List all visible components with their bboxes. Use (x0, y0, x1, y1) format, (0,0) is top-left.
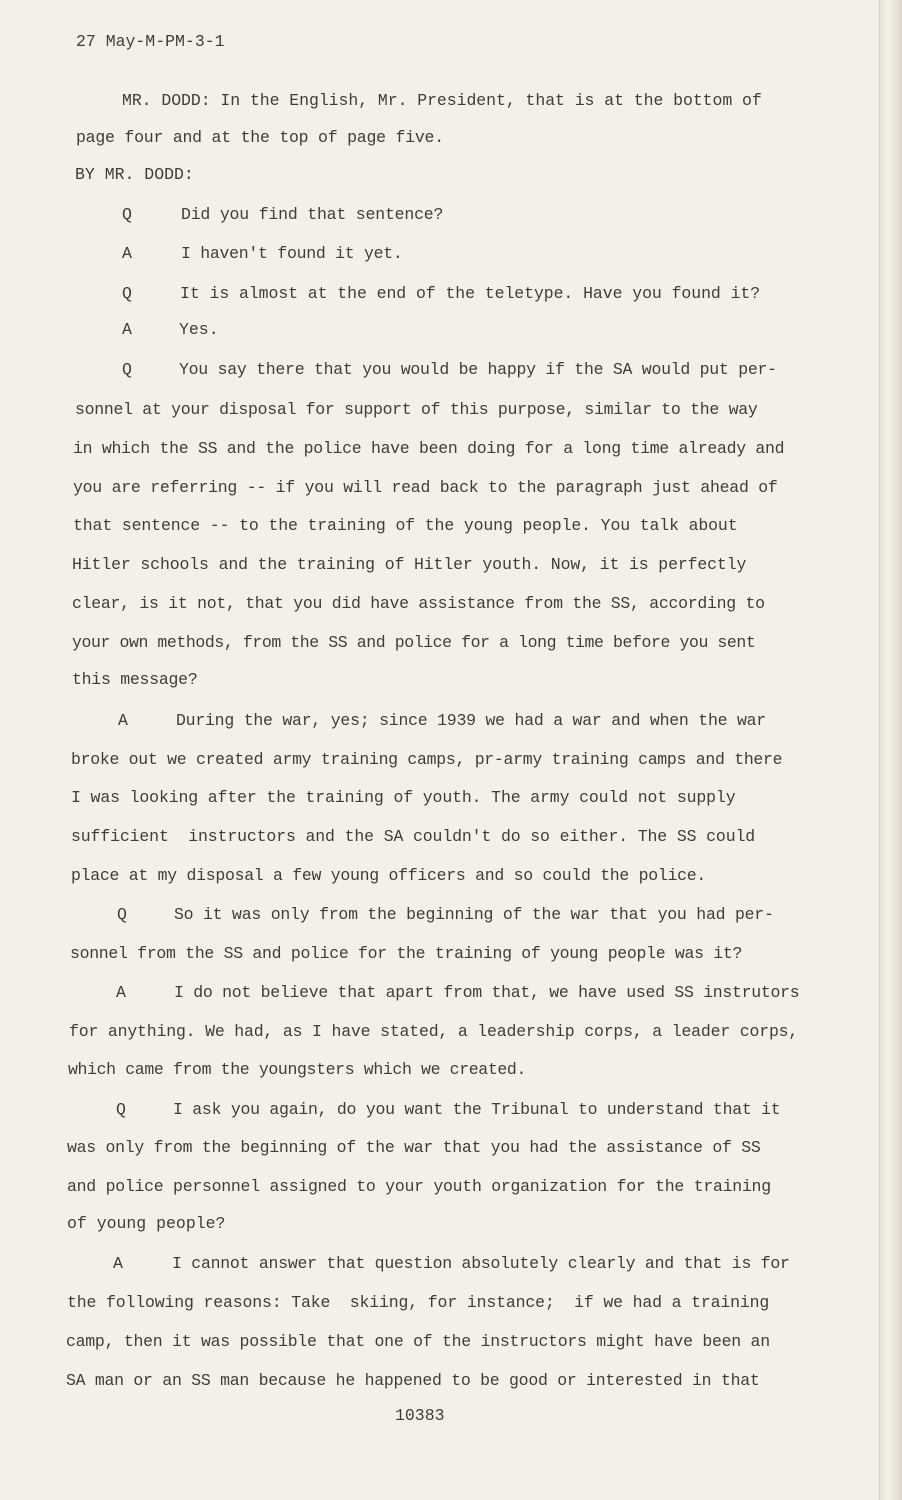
speaker-marker: A (122, 320, 132, 339)
text-line: You say there that you would be happy if the SA would put per- (179, 360, 777, 379)
text-line: for anything. We had, as I have stated, a leadership corps, a leader corps, (69, 1022, 799, 1041)
text-line: broke out we created army training camps, pr-army training camps and there (71, 750, 783, 769)
text-line: I do not believe that apart from that, we have used SS instrutors (174, 983, 800, 1002)
text-line: you are referring -- if you will read back to the paragraph just ahead of (73, 478, 778, 497)
text-line: So it was only from the beginning of the war that you had per- (174, 905, 774, 924)
text-line: in which the SS and the police have been doing for a long time already and (73, 439, 785, 458)
text-line: sufficient instructors and the SA couldn't do so either. The SS could (71, 827, 756, 846)
page-edge (880, 0, 902, 1500)
text-line: the following reasons: Take skiing, for instance; if we had a training (67, 1293, 770, 1312)
text-line: MR. DODD: In the English, Mr. President, that is at the bottom of (122, 91, 762, 110)
text-line: It is almost at the end of the teletype. Have you found it? (180, 284, 761, 303)
text-line: sonnel from the SS and police for the training of young people was it? (70, 944, 743, 963)
text-line: During the war, yes; since 1939 we had a war and when the war (176, 711, 766, 730)
text-line: this message? (72, 670, 198, 689)
text-line: I was looking after the training of youth. The army could not supply (71, 788, 736, 807)
text-line: camp, then it was possible that one of the instructors might have been an (66, 1332, 770, 1351)
text-line: Hitler schools and the training of Hitler youth. Now, it is perfectly (72, 555, 747, 574)
text-line: and police personnel assigned to your youth organization for the training (67, 1177, 771, 1196)
speaker-marker: Q (122, 284, 132, 303)
page-number: 10383 (395, 1406, 445, 1425)
text-line: clear, is it not, that you did have assistance from the SS, according to (72, 594, 765, 613)
speaker-marker: A (122, 244, 132, 263)
text-line: SA man or an SS man because he happened to be good or interested in that (66, 1371, 760, 1390)
text-line: was only from the beginning of the war that you had the assistance of SS (67, 1138, 761, 1157)
text-line: Yes. (179, 320, 219, 339)
text-line: of young people? (67, 1214, 226, 1233)
text-line: which came from the youngsters which we created. (68, 1060, 526, 1079)
text-line: I cannot answer that question absolutely clearly and that is for (172, 1254, 790, 1273)
text-line: that sentence -- to the training of the young people. You talk about (73, 516, 738, 535)
speaker-marker: Q (116, 1100, 126, 1119)
text-line: your own methods, from the SS and police for a long time before you sent (72, 633, 756, 652)
speaker-marker: Q (117, 905, 127, 924)
speaker-marker: A (113, 1254, 123, 1273)
page-id: 27 May-M-PM-3-1 (76, 32, 225, 51)
text-line: sonnel at your disposal for support of this purpose, similar to the way (75, 400, 758, 419)
text-line: place at my disposal a few young officers and so could the police. (71, 866, 707, 885)
text-line: I haven't found it yet. (181, 244, 403, 263)
speaker-marker: Q (122, 360, 132, 379)
text-line: I ask you again, do you want the Tribunal to understand that it (173, 1100, 781, 1119)
speaker-marker: A (116, 983, 126, 1002)
text-line: Did you find that sentence? (181, 205, 444, 224)
speaker-marker: Q (122, 205, 132, 224)
speaker-marker: A (118, 711, 128, 730)
text-line: page four and at the top of page five. (76, 128, 444, 147)
text-line: BY MR. DODD: (75, 165, 194, 184)
